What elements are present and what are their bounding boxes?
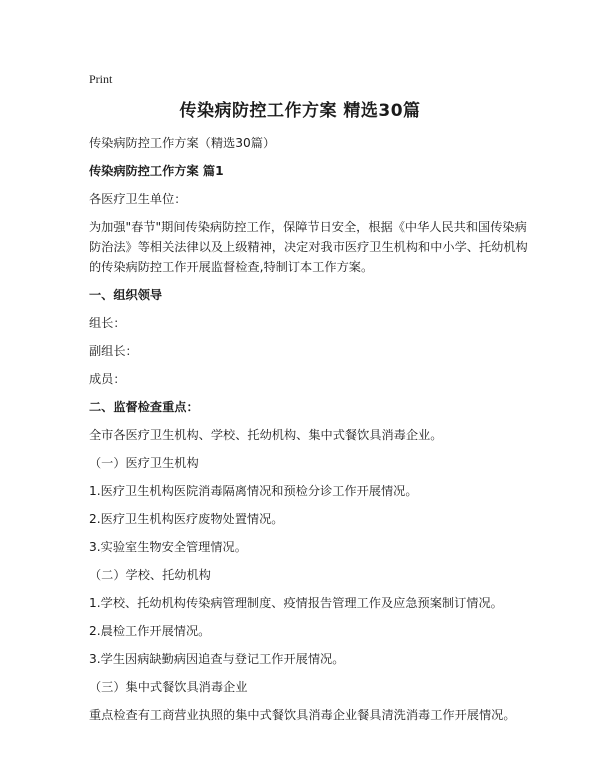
print-link[interactable]: Print <box>89 72 113 86</box>
list-item: 3.实验室生物安全管理情况。 <box>89 540 247 554</box>
list-item: 2.医疗卫生机构医疗废物处置情况。 <box>89 512 284 526</box>
subtitle: 传染病防控工作方案（精选30篇） <box>89 136 276 150</box>
list-item: 2.晨检工作开展情况。 <box>89 624 211 638</box>
document-body <box>89 133 529 733</box>
org-heading: 一、组织领导 <box>89 288 163 302</box>
scope-paragraph: 全市各医疗卫生机构、学校、托幼机构、集中式餐饮具消毒企业。 <box>89 428 443 442</box>
deputy-leader-line: 副组长： <box>89 344 138 358</box>
leader-line: 组长： <box>89 316 126 330</box>
members-line: 成员： <box>89 372 126 386</box>
section-title: 传染病防控工作方案 篇1 <box>89 164 224 178</box>
category-schools: （二）学校、托幼机构 <box>89 568 211 582</box>
intro-paragraph: 为加强"春节"期间传染病防控工作，保障节日安全，根据《中华人民共和国传染病防治法》等相关法律以及上级精神，决定对我市医疗卫生机构和中小学、托幼机构的传染病防控工作开展监督检查,特制订本工作方案。 <box>89 220 528 274</box>
list-item: 1.学校、托幼机构传染病管理制度、疫情报告管理工作及应急预案制订情况。 <box>89 596 503 610</box>
page-title: 传染病防控工作方案 精选30篇 <box>179 101 421 121</box>
category-disinfection: （三）集中式餐饮具消毒企业 <box>89 680 248 694</box>
list-item: 1.医疗卫生机构医院消毒隔离情况和预检分诊工作开展情况。 <box>89 484 418 498</box>
focus-heading: 二、监督检查重点： <box>89 400 199 414</box>
category-medical: （一）医疗卫生机构 <box>89 456 199 470</box>
list-item: 3.学生因病缺勤病因追查与登记工作开展情况。 <box>89 652 345 666</box>
salutation: 各医疗卫生单位： <box>89 192 187 206</box>
disinfection-paragraph: 重点检查有工商营业执照的集中式餐饮具消毒企业餐具清洗消毒工作开展情况。 <box>89 708 516 722</box>
